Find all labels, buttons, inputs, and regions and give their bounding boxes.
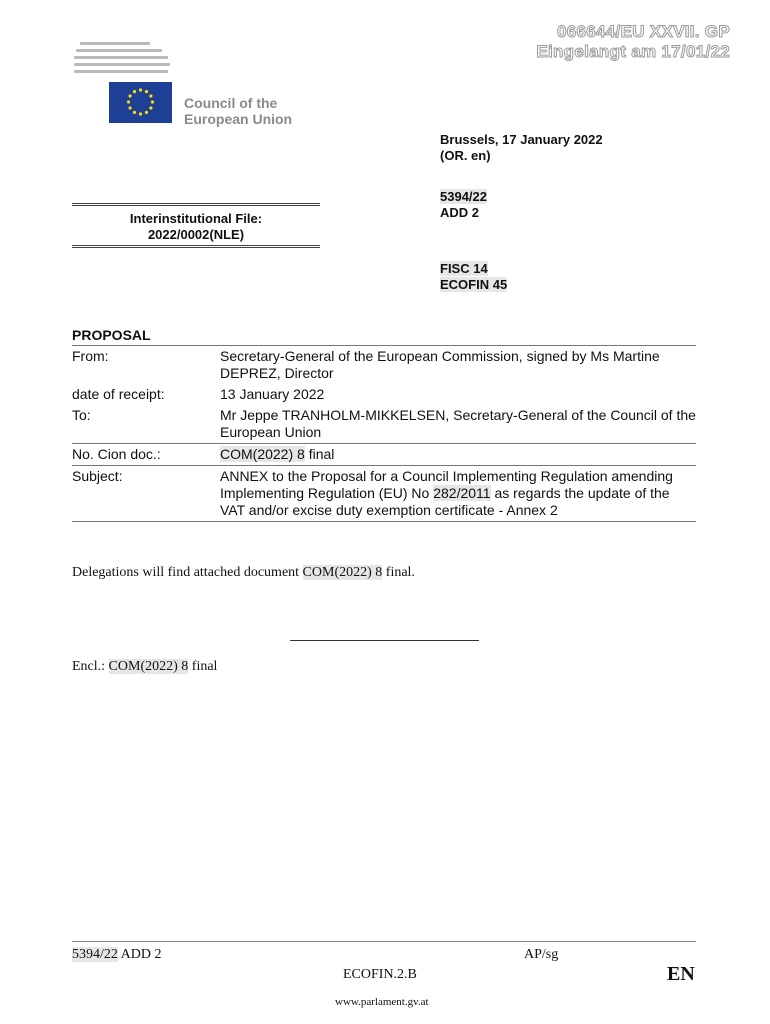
to-label: To: — [72, 407, 91, 423]
footer-language: EN — [667, 963, 695, 985]
original-language: (OR. en) — [440, 148, 491, 163]
footer-initials: AP/sg — [524, 947, 559, 962]
delegations-text: Delegations will find attached document COM(2022) 8 final. — [72, 565, 415, 580]
receipt-stamp — [536, 22, 730, 62]
footer-department: ECOFIN.2.B — [343, 967, 417, 982]
footer-website[interactable]: www.parlament.gv.at — [335, 996, 429, 1008]
to-value: Mr Jeppe TRANHOLM-MIKKELSEN, Secretary-General of the Council of the European Union — [220, 407, 696, 440]
date-value: 13 January 2022 — [220, 386, 325, 402]
cion-value: COM(2022) 8 final — [220, 446, 335, 462]
subject-value: ANNEX to the Proposal for a Council Implementing Regulation amending Implementing Regulation (EU) No 282/2011 as regards the update of the VAT and/or excise duty exemption certificate - Annex 2 — [220, 468, 673, 518]
council-name: Council of the European Union — [184, 95, 293, 127]
interinstitutional-label: Interinstitutional File: — [129, 211, 263, 226]
row-cion-doc — [72, 444, 696, 466]
eu-flag-icon — [109, 82, 172, 123]
delegations-ref-link[interactable]: COM(2022) 8 — [302, 565, 383, 580]
regulation-ref-link[interactable]: 282/2011 — [433, 485, 491, 501]
doc-number: 5394/22 — [440, 189, 487, 204]
enclosure-ref-link[interactable]: COM(2022) 8 — [108, 659, 189, 674]
row-from — [72, 346, 696, 385]
from-value: Secretary-General of the European Commission, signed by Ms Martine DEPREZ, Director — [220, 348, 660, 381]
doc-add: ADD 2 — [440, 205, 480, 220]
from-label: From: — [72, 348, 109, 364]
council-logo-lines — [74, 42, 172, 77]
cion-label: No. Cion doc.: — [72, 446, 161, 462]
code-ecofin: ECOFIN 45 — [440, 277, 508, 292]
footer-doc-ref: 5394/22 ADD 2 — [72, 947, 162, 962]
enclosure-text: Encl.: COM(2022) 8 final — [72, 659, 218, 674]
subject-label: Subject: — [72, 468, 123, 484]
proposal-heading: PROPOSAL — [72, 327, 151, 343]
code-fisc: FISC 14 — [440, 261, 488, 276]
footer-rule — [72, 941, 696, 942]
subject-codes — [440, 261, 507, 293]
doc-number-block — [440, 189, 487, 221]
place-date: Brussels, 17 January 2022 — [440, 132, 603, 147]
row-date-of-receipt — [72, 384, 696, 405]
date-label: date of receipt: — [72, 386, 165, 402]
separator-line — [290, 640, 479, 641]
interinstitutional-value: 2022/0002(NLE) — [147, 227, 245, 242]
cion-ref-link[interactable]: COM(2022) 8 — [220, 446, 305, 462]
proposal-metadata-table — [72, 345, 696, 522]
row-to — [72, 405, 696, 444]
stamp-line-2: Eingelangt am 17/01/22 — [536, 42, 730, 61]
interinstitutional-file — [72, 203, 320, 248]
stamp-line-1: 066644/EU XXVII. GP — [557, 22, 730, 41]
row-subject — [72, 466, 696, 522]
place-date-block — [440, 132, 603, 164]
